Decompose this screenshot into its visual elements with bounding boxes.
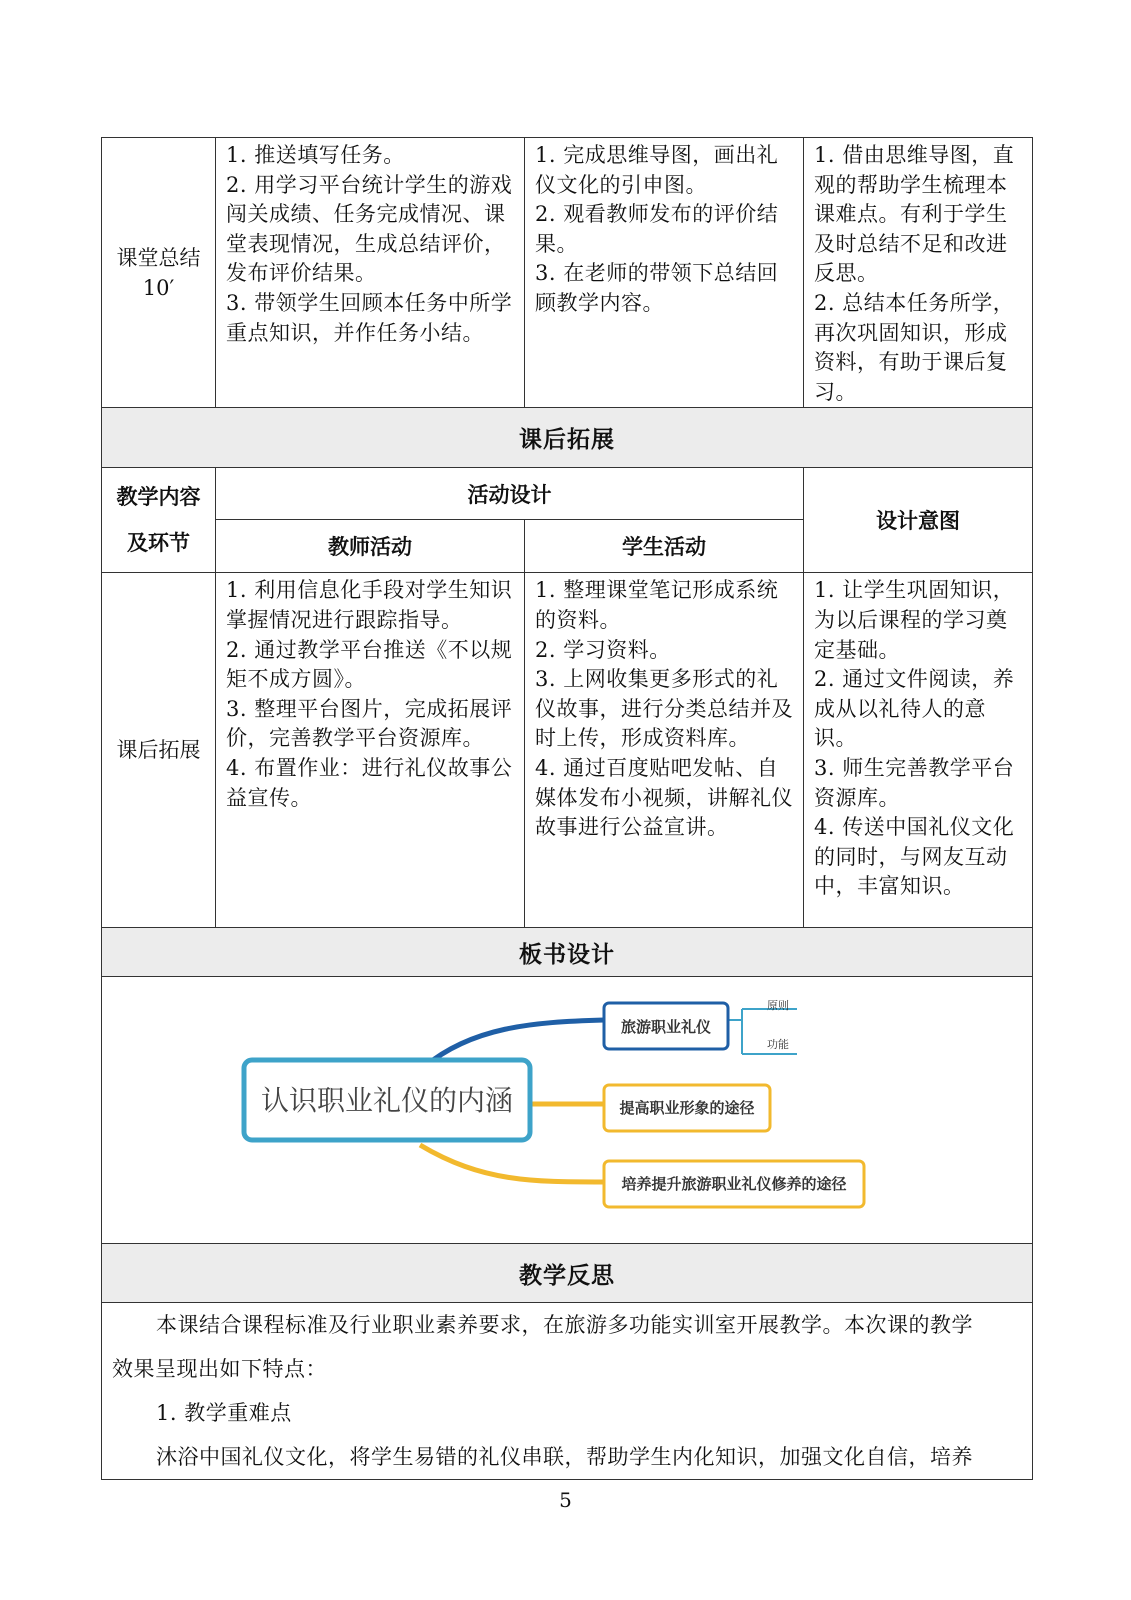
branch2-label: 提高职业形象的途径 [619, 1099, 755, 1118]
extension-teacher-item: 2. 通过教学平台推送《不以规矩不成方圆》。 [226, 637, 513, 692]
header-student-activity: 学生活动 [525, 520, 804, 573]
header-content-stage [102, 468, 216, 573]
summary-teacher-item: 2. 用学习平台统计学生的游戏闯关成绩、任务完成情况、课堂表现情况，生成总结评价，发布评价结果。 [226, 172, 513, 286]
reflection-cell [102, 1303, 1033, 1480]
extension-intent-item: 4. 传送中国礼仪文化的同时，与网友互动中，丰富知识。 [814, 815, 1015, 899]
section-heading-reflection: 教学反思 [102, 1244, 1033, 1303]
extension-intent-item: 1. 让学生巩固知识，为以后课程的学习奠定基础。 [814, 578, 1015, 662]
page-number: 5 [559, 1488, 572, 1512]
section-heading-extension: 课后拓展 [102, 408, 1033, 468]
summary-label-cell [102, 138, 216, 408]
header-content-line2: 及环节 [127, 530, 190, 556]
summary-intent-cell [804, 138, 1033, 408]
reflection-paragraph-2: 沐浴中国礼仪文化，将学生易错的礼仪串联，帮助学生内化知识，加强文化自信，培养 [156, 1445, 973, 1470]
extension-teacher-item: 3. 整理平台图片，完成拓展评价，完善教学平台资源库。 [226, 696, 513, 751]
extension-intent-item: 3. 师生完善教学平台资源库。 [814, 755, 1015, 810]
summary-row [102, 138, 1033, 408]
extension-intent-cell [804, 573, 1033, 928]
header-content-line1: 教学内容 [116, 484, 201, 510]
summary-student-item: 1. 完成思维导图，画出礼仪文化的引申图。 [535, 143, 779, 197]
lesson-plan-table [101, 137, 1033, 1480]
section-heading-board: 板书设计 [102, 928, 1033, 977]
branch1-sub1-label: 原则 [767, 999, 789, 1013]
header-teacher-activity: 教师活动 [216, 520, 525, 573]
summary-student-item: 3. 在老师的带领下总结回顾教学内容。 [535, 261, 779, 315]
reflection-paragraph-1-line2: 效果呈现出如下特点： [112, 1357, 327, 1382]
board-design-cell [102, 977, 1033, 1244]
summary-label: 课堂总结 [116, 245, 201, 270]
extension-student-item: 3. 上网收集更多形式的礼仪故事，进行分类总结并及时上传，形成资料库。 [535, 667, 793, 751]
summary-teacher-item: 3. 带领学生回顾本任务中所学重点知识，并作任务小结。 [226, 290, 513, 345]
summary-student-item: 2. 观看教师发布的评价结果。 [535, 202, 779, 256]
branch1-sub2-label: 功能 [767, 1038, 789, 1052]
reflection-item-1: 1. 教学重难点 [156, 1401, 292, 1426]
extension-label: 课后拓展 [102, 573, 216, 928]
extension-intent-item: 2. 通过文件阅读，养成从以礼待人的意识。 [814, 667, 1015, 751]
summary-duration: 10′ [142, 275, 175, 300]
extension-student-item: 2. 学习资料。 [535, 637, 671, 662]
summary-teacher-item: 1. 推送填写任务。 [226, 143, 405, 167]
extension-student-item: 4. 通过百度贴吧发帖、自媒体发布小视频，讲解礼仪故事进行公益宣讲。 [535, 755, 793, 840]
connector-branch3 [420, 1145, 604, 1182]
extension-student-cell [525, 573, 804, 928]
extension-teacher-item: 1. 利用信息化手段对学生知识掌握情况进行跟踪指导。 [226, 578, 513, 632]
extension-teacher-item: 4. 布置作业：进行礼仪故事公益宣传。 [226, 755, 513, 810]
header-design-intent: 设计意图 [804, 468, 1033, 573]
summary-intent-item: 1. 借由思维导图，直观的帮助学生梳理本课难点。有利于学生及时总结不足和改进反思。 [814, 143, 1015, 286]
branch3-label: 培养提升旅游职业礼仪修养的途径 [621, 1175, 847, 1194]
extension-teacher-cell [216, 573, 525, 928]
summary-student-cell [525, 138, 804, 408]
branch1-label: 旅游职业礼仪 [620, 1018, 712, 1037]
extension-student-item: 1. 整理课堂笔记形成系统的资料。 [535, 578, 779, 632]
summary-intent-item: 2. 总结本任务所学，再次巩固知识，形成资料，有助于课后复习。 [814, 290, 1015, 404]
summary-teacher-cell [216, 138, 525, 408]
mind-map [102, 977, 1031, 1242]
header-activity-design: 活动设计 [216, 468, 804, 520]
central-node-label: 认识职业礼仪的内涵 [260, 1084, 514, 1118]
reflection-paragraph-1-line1: 本课结合课程标准及行业职业素养要求，在旅游多功能实训室开展教学。本次课的教学 [156, 1313, 973, 1338]
extension-row [102, 573, 1033, 928]
